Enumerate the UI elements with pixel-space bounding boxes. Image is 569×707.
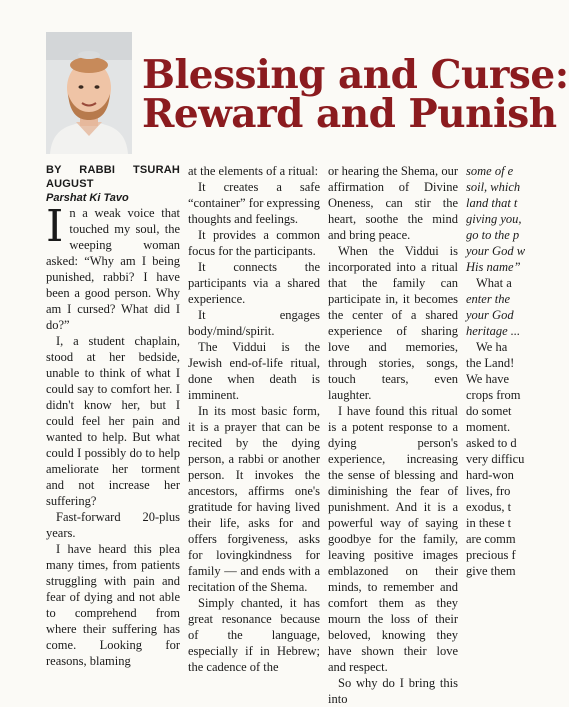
text-column-4 bbox=[466, 163, 526, 578]
column-line: giving you, bbox=[466, 212, 522, 226]
lead-paragraph bbox=[46, 201, 180, 333]
column-line: We ha bbox=[476, 340, 508, 354]
text-column-3 bbox=[328, 163, 458, 706]
column-line: precious f bbox=[466, 548, 516, 562]
drop-cap: I bbox=[46, 201, 64, 252]
column-line: your God w bbox=[466, 244, 526, 258]
column-line: lives, fro bbox=[466, 484, 511, 498]
column-line: exodus, t bbox=[466, 500, 512, 514]
column-line: moment. bbox=[466, 420, 511, 434]
column-line: soil, which bbox=[466, 180, 521, 194]
column-line: hard-won bbox=[466, 468, 514, 482]
section-label: Parshat Ki Tavo bbox=[46, 192, 129, 204]
column-line: some of e bbox=[466, 164, 514, 178]
paragraph: It connects the participants via a shared experience. bbox=[188, 260, 320, 306]
column-line: are comm bbox=[466, 532, 516, 546]
paragraph: So why do I bring this into bbox=[328, 676, 458, 706]
column-line: very difficu bbox=[466, 452, 525, 466]
column-line: asked to d bbox=[466, 436, 517, 450]
column-line: His name” bbox=[466, 260, 521, 274]
column-line: heritage ... bbox=[466, 324, 521, 338]
paragraph: Simply chanted, it has great resonance because of the language, especially if in Hebrew; the cadence of the bbox=[188, 596, 320, 674]
byline: BY RABBI TSURAH AUGUST bbox=[46, 164, 180, 190]
author-photo bbox=[46, 32, 132, 154]
paragraph: In its most basic form, it is a prayer that can be recited by the dying person, a rabbi or another person. It invokes the ancestors, affirms one's gratitude for having lived their life, asks for and offers forgiveness, asks for lovingkindness for family — and ends with a recitation of the Shema. bbox=[188, 404, 320, 594]
column-line: We have bbox=[466, 372, 510, 386]
column-line: give them bbox=[466, 564, 516, 578]
column-line: in these t bbox=[466, 516, 512, 530]
paragraph: It creates a safe “container” for expressing thoughts and feelings. bbox=[188, 180, 320, 226]
paragraph: I, a student chaplain, stood at her bedside, unable to think of what I could say to comfort her. I didn't know her, but I could feel her pain and wanted to help. But what could I possibly do to help ameliorate her torment and not increase her suffering? bbox=[46, 334, 180, 508]
paragraph: When the Viddui is incorporated into a ritual that the family can participate in, it becomes the center of a shared experience of sharing love and memories, through stories, songs, touch tears, even laughter. bbox=[328, 244, 458, 402]
author-portrait-icon bbox=[46, 32, 132, 154]
headline-line-2: Reward and Punish bbox=[142, 91, 557, 137]
lead-text: n a weak voice that touched my soul, the weeping woman asked: “Why am I being punished, rabbi? I have been a good person. Why am I cursed? What did I do?” bbox=[46, 206, 180, 332]
paragraph: The Viddui is the Jewish end-of-life ritual, done when death is imminent. bbox=[188, 340, 320, 402]
column-line: What a bbox=[476, 276, 512, 290]
paragraph: It engages body/mind/spirit. bbox=[188, 308, 320, 338]
text-column-2 bbox=[188, 163, 320, 674]
headline-line-1: Blessing and Curse: bbox=[142, 52, 569, 98]
column-line: crops from bbox=[466, 388, 521, 402]
paragraph: I have found this ritual is a potent response to a dying person's experience, increasing the sense of blessing and diminishing the fear of punishment. And it is a powerful way of saying goodbye for the family, leaving positive images emblazoned on their minds, to remember and comfort them as they mourn the loss of their beloved, knowing they have shown their love and respect. bbox=[328, 404, 458, 674]
paragraph: at the elements of a ritual: bbox=[188, 164, 319, 178]
article-headline bbox=[142, 52, 569, 137]
column-line: your God bbox=[466, 308, 514, 322]
text-column-1 bbox=[46, 163, 180, 668]
paragraph: Fast-forward 20-plus years. bbox=[46, 510, 180, 540]
column-line: land that t bbox=[466, 196, 518, 210]
paragraph: or hearing the Shema, our affirmation of Divine Oneness, can stir the heart, soothe the mind and bring peace. bbox=[328, 164, 458, 242]
paragraph: I have heard this plea many times, from patients struggling with pain and fear of dying and not able to comprehend from where their suffering has come. Looking for reasons, blaming bbox=[46, 542, 180, 668]
paragraph: It provides a common focus for the participants. bbox=[188, 228, 320, 258]
column-line: enter the bbox=[466, 292, 511, 306]
column-line: go to the p bbox=[466, 228, 520, 242]
column-line: do somet bbox=[466, 404, 512, 418]
column-line: the Land! bbox=[466, 356, 515, 370]
